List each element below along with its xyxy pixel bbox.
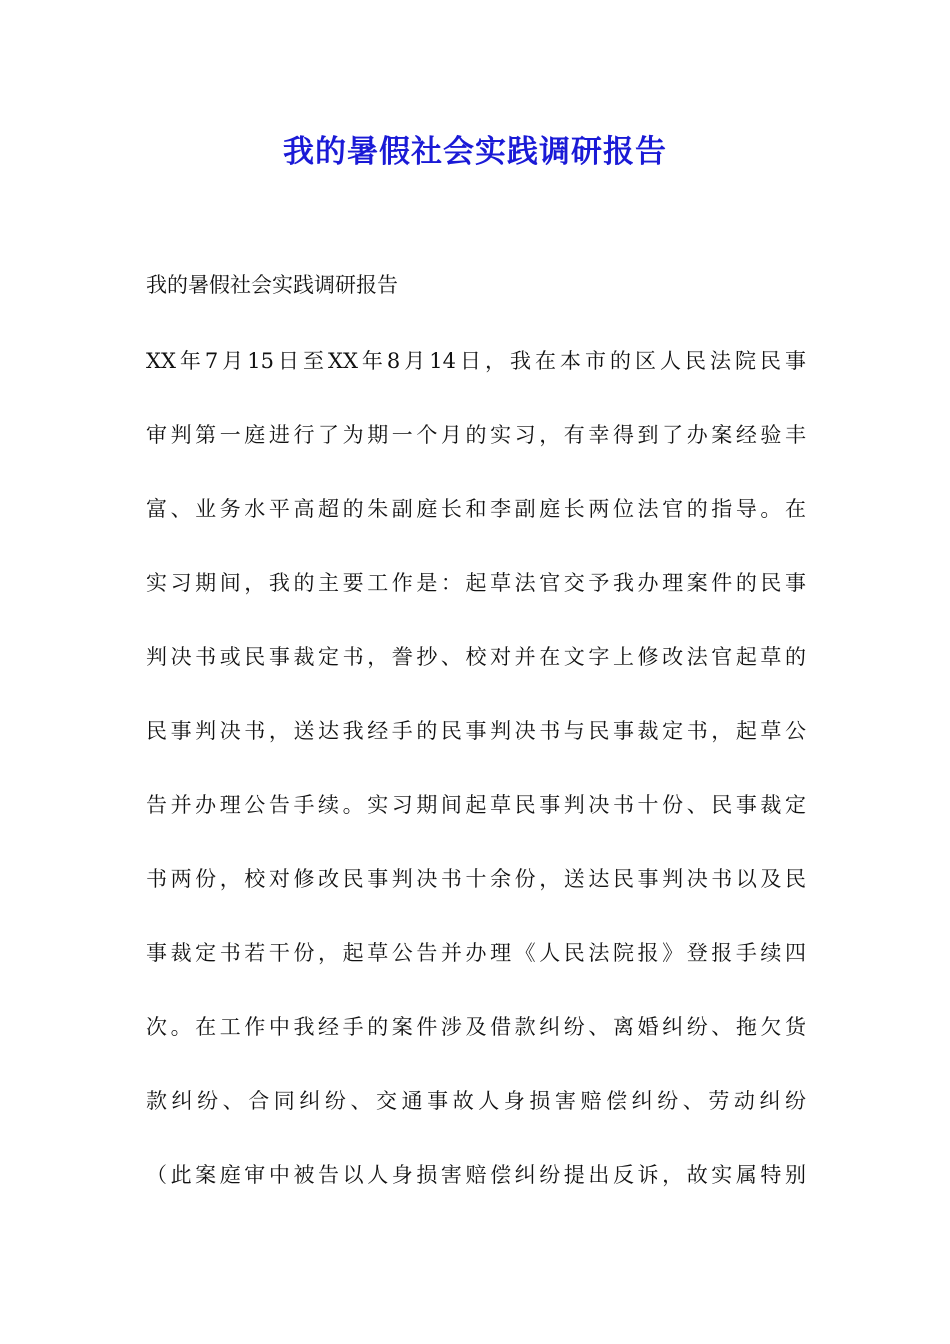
body-line: 民事判决书，送达我经手的民事判决书与民事裁定书，起草公 (146, 719, 806, 743)
body-line: 实习期间，我的主要工作是：起草法官交予我办理案件的民事 (146, 571, 806, 595)
body-line: 审判第一庭进行了为期一个月的实习，有幸得到了办案经验丰 (146, 423, 806, 447)
document-title: 我的暑假社会实践调研报告 (283, 134, 667, 170)
body-line: 事裁定书若干份，起草公告并办理《人民法院报》登报手续四 (146, 941, 806, 965)
document-body (146, 341, 806, 1229)
body-line: 告并办理公告手续。实习期间起草民事判决书十份、民事裁定 (146, 793, 806, 817)
body-line: （此案庭审中被告以人身损害赔偿纠纷提出反诉，故实属特别 (146, 1163, 806, 1187)
body-line: 富、业务水平高超的朱副庭长和李副庭长两位法官的指导。在 (146, 497, 806, 521)
body-line: 款纠纷、合同纠纷、交通事故人身损害赔偿纠纷、劳动纠纷 (146, 1089, 806, 1113)
body-line: 次。在工作中我经手的案件涉及借款纠纷、离婚纠纷、拖欠货 (146, 1015, 806, 1039)
body-line: 书两份，校对修改民事判决书十余份，送达民事判决书以及民 (146, 867, 806, 891)
body-line: 判决书或民事裁定书，誊抄、校对并在文字上修改法官起草的 (146, 645, 806, 669)
document-subtitle: 我的暑假社会实践调研报告 (146, 273, 398, 297)
body-line: XX年7月15日至XX年8月14日，我在本市的区人民法院民事 (146, 349, 806, 373)
